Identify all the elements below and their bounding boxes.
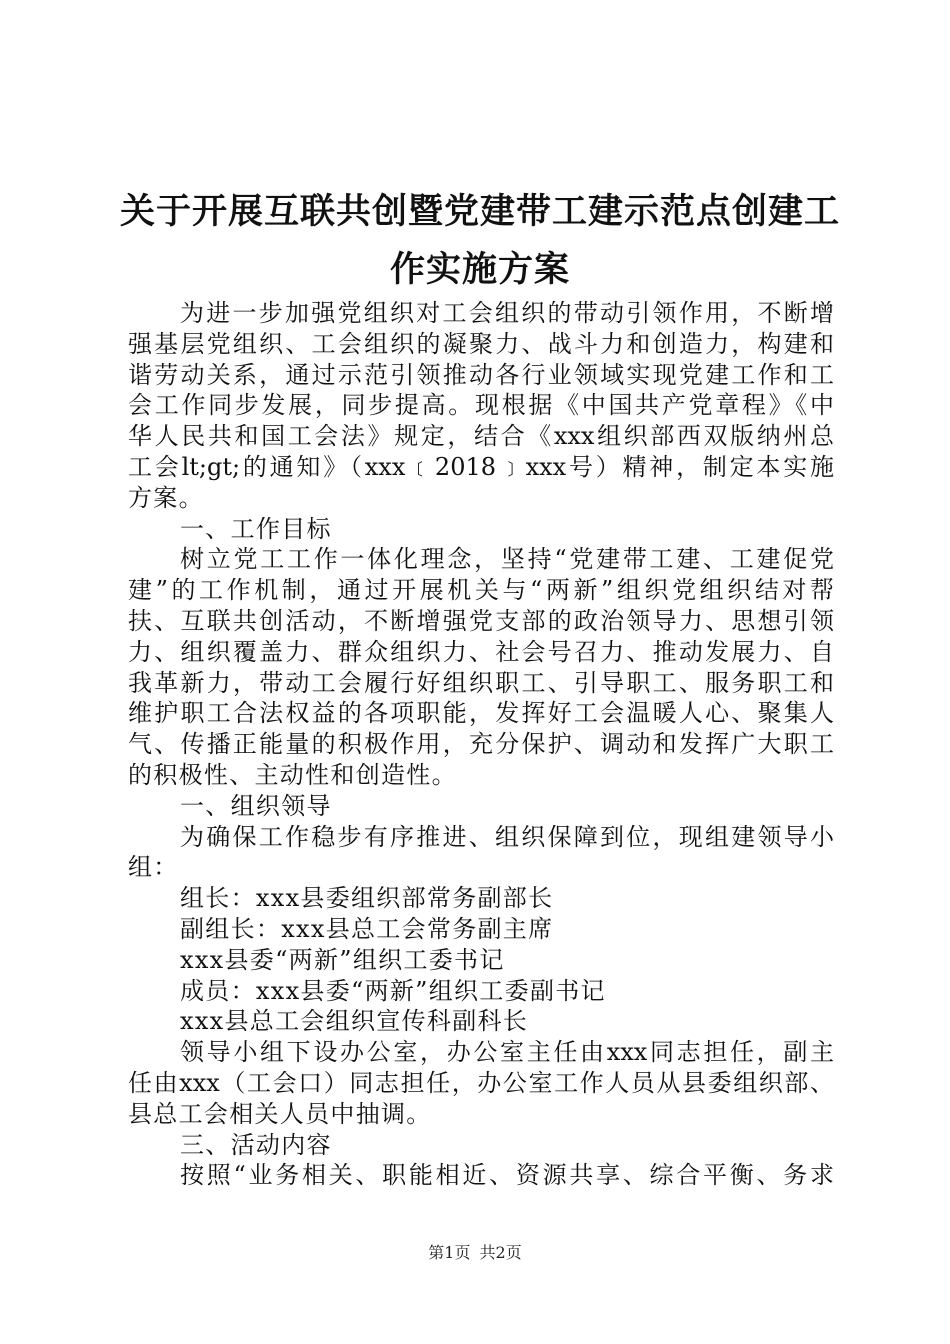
body-line: 组长：xxx县委组织部常务副部长 [180,884,554,913]
body-line: 一、工作目标 [180,514,332,543]
body-line: 组： [128,853,179,882]
body-line: 我革新力，带动工会履行好组织职工、引导职工、服务职工和 [128,668,834,697]
document-title-line-2: 作实施方案 [389,250,570,290]
body-line: 领导小组下设办公室，办公室主任由xxx同志担任，副主 [180,1038,834,1067]
body-line: 方案。 [128,483,204,512]
body-line: 华人民共和国工会法》规定，结合《xxx组织部西双版纳州总 [128,422,834,451]
body-line: 一、组织领导 [180,791,332,820]
body-line: 扶、互联共创活动，不断增强党支部的政治领导力、思想引领 [128,606,834,635]
document-body [128,298,834,1191]
body-line: 力、组织覆盖力、群众组织力、社会号召力、推动发展力、自 [128,637,834,666]
body-line: 三、活动内容 [180,1130,332,1159]
body-line: 按照“业务相关、职能相近、资源共享、综合平衡、务求 [180,1161,834,1190]
body-line: 为进一步加强党组织对工会组织的带动引领作用，不断增 [180,299,834,327]
body-line: 县总工会相关人员中抽调。 [128,1099,432,1128]
body-line: 工会lt;gt;的通知》（xxx﹝2018﹞xxx号）精神，制定本实施 [128,452,834,481]
body-line: 任由xxx（工会口）同志担任，办公室工作人员从县委组织部、 [128,1068,834,1097]
page-number: 第1页 [428,1243,471,1262]
body-line: 成员：xxx县委“两新”组织工委副书记 [180,976,606,1005]
body-line: 气、传播正能量的积极作用，充分保护、调动和发挥广大职工 [128,730,834,759]
body-line: 的积极性、主动性和创造性。 [128,760,457,789]
document-title-line-1: 关于开展互联共创暨党建带工建示范点创建工 [120,192,841,232]
body-line: 谐劳动关系，通过示范引领推动各行业领域实现党建工作和工 [128,360,834,389]
body-line: xxx县总工会组织宣传科副科长 [180,1007,529,1036]
body-line: xxx县委“两新”组织工委书记 [180,945,505,974]
page-total: 共2页 [479,1243,522,1262]
body-line: 为确保工作稳步有序推进、组织保障到位，现组建领导小 [180,822,834,851]
body-line: 副组长：xxx县总工会常务副主席 [180,914,554,943]
page-footer [0,1243,950,1263]
body-line: 树立党工工作一体化理念，坚持“党建带工建、工建促党 [180,545,834,574]
body-line: 强基层党组织、工会组织的凝聚力、战斗力和创造力，构建和 [128,329,834,358]
body-line: 会工作同步发展，同步提高。现根据《中国共产党章程》《中 [128,391,834,420]
body-line: 维护职工合法权益的各项职能，发挥好工会温暖人心、聚集人 [128,699,834,728]
body-line: 建”的工作机制，通过开展机关与“两新”组织党组织结对帮 [128,576,834,605]
